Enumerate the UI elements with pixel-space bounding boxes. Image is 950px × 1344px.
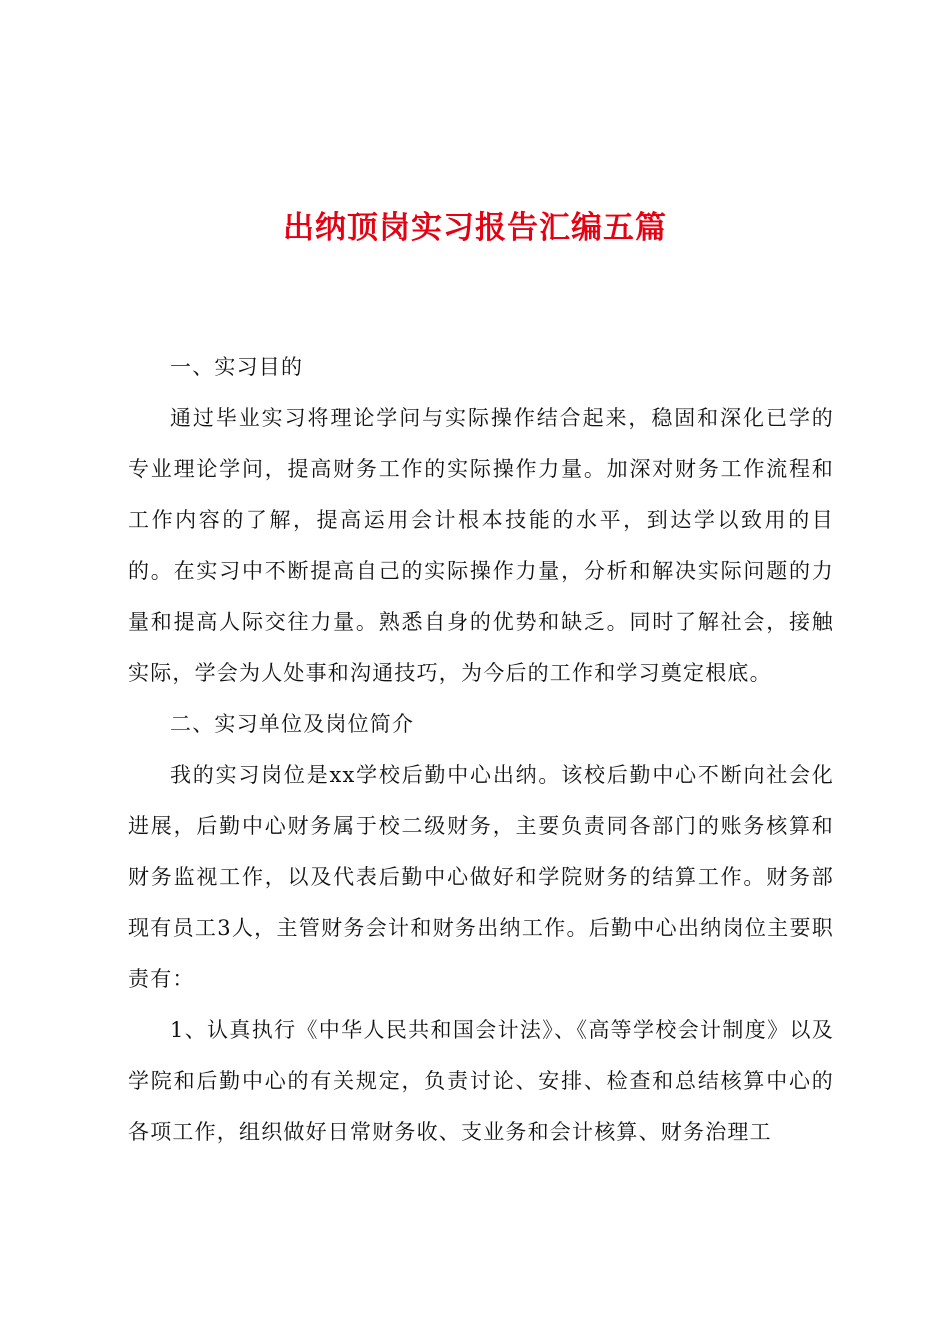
section-heading-2: 二、实习单位及岗位简介 [170, 712, 415, 736]
paragraph-1: 通过毕业实习将理论学问与实际操作结合起来，稳固和深化已学的专业理论学问，提高财务工作的实际操作力量。加深对财务工作流程和工作内容的了解，提高运用会计根本技能的水平，到达学以致用的目的。在实习中不断提高自己的实际操作力量，分析和解决实际问题的力量和提高人际交往力量。熟悉自身的优势和缺乏。同时了解社会，接触实际，学会为人处事和沟通技巧，为今后的工作和学习奠定根底。 [128, 406, 834, 685]
document-body [128, 342, 834, 1158]
paragraph-3: 1、认真执行《中华人民共和国会计法》、《高等学校会计制度》以及学院和后勤中心的有关规定，负责讨论、安排、检查和总结核算中心的各项工作，组织做好日常财务收、支业务和会计核算、财务治理工 [128, 1018, 834, 1144]
paragraph-2: 我的实习岗位是xx学校后勤中心出纳。该校后勤中心不断向社会化进展，后勤中心财务属于校二级财务，主要负责同各部门的账务核算和财务监视工作，以及代表后勤中心做好和学院财务的结算工作。财务部现有员工3人，主管财务会计和财务出纳工作。后勤中心出纳岗位主要职责有： [128, 763, 834, 991]
document-title: 出纳顶岗实习报告汇编五篇 [283, 210, 667, 246]
section-heading-1: 一、实习目的 [170, 355, 304, 379]
